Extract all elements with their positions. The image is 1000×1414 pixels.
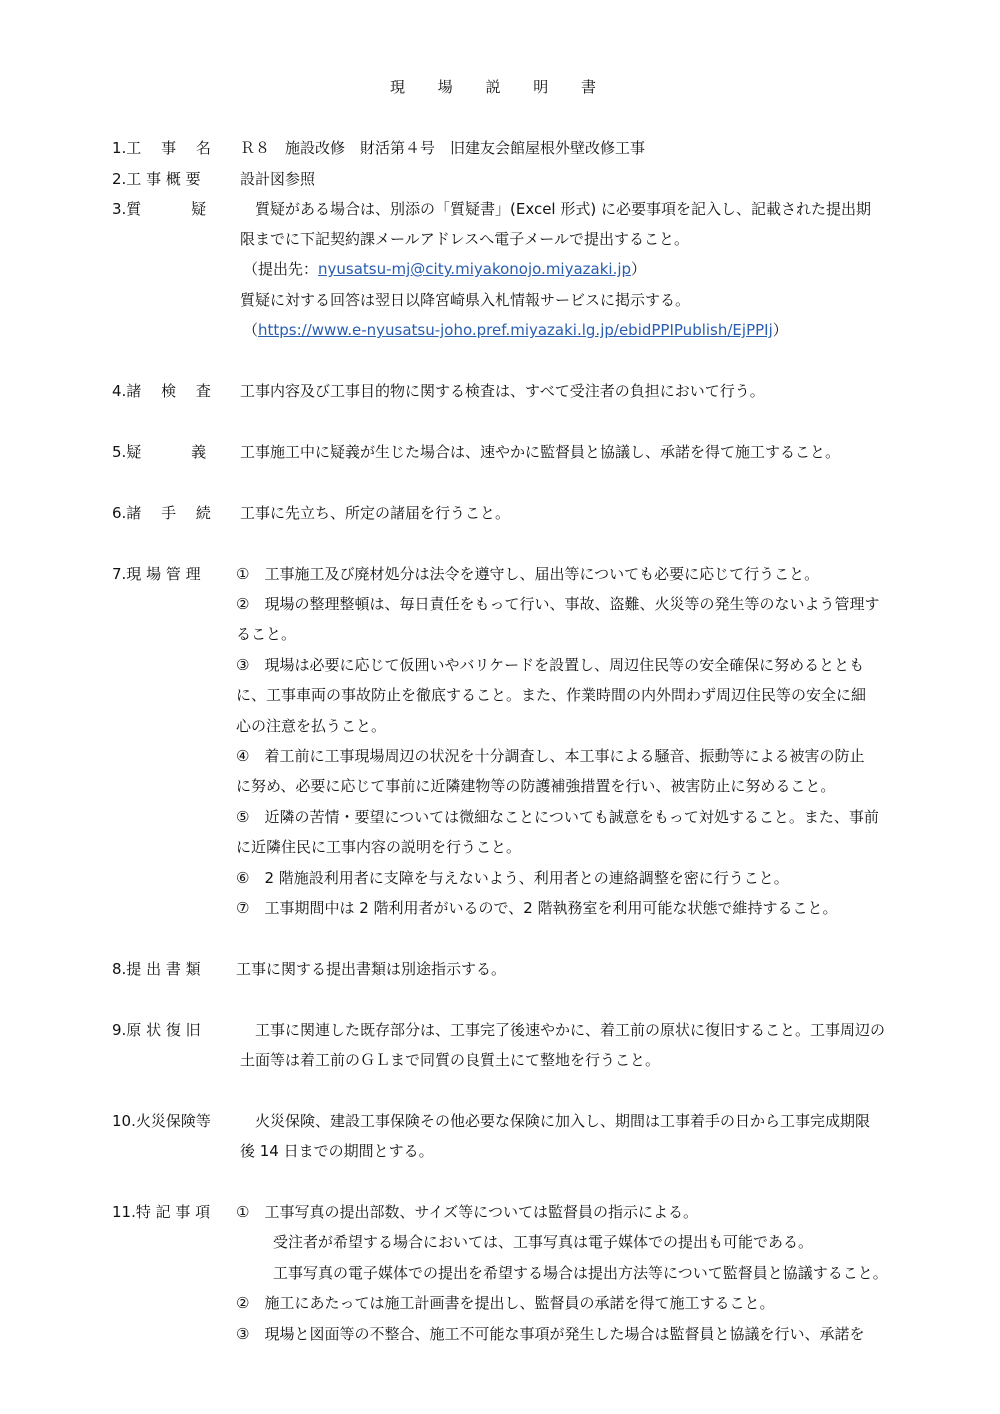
email-link[interactable]: nyusatsu-mj@city.miyakonojo.miyazaki.jp [318, 260, 632, 278]
section-7-line: 心の注意を払うこと。 [236, 717, 387, 735]
section-11-line: 受注者が希望する場合においては、工事写真は電子媒体での提出も可能である。 [273, 1233, 814, 1251]
section-3-line-1: 質疑がある場合は、別添の「質疑書」(Excel 形式) に必要事項を記入し、記載された提出期 [240, 200, 871, 218]
section-10-label: 10.火災保険等 [112, 1112, 211, 1130]
section-3-label: 3.質 疑 [112, 200, 207, 218]
section-11-label: 11.特 記 事 項 [112, 1203, 211, 1221]
section-7-line: ④ 着工前に工事現場周辺の状況を十分調査し、本工事による騒音、振動等による被害の防止 [236, 747, 865, 765]
section-1-text: Ｒ８ 施設改修 財活第４号 旧建友会館屋根外壁改修工事 [240, 139, 646, 157]
section-11-line: ③ 現場と図面等の不整合、施工不可能な事項が発生した場合は監督員と協議を行い、承諾を [236, 1325, 865, 1343]
section-3-line-4: 質疑に対する回答は翌日以降宮崎県入札情報サービスに掲示する。 [240, 291, 691, 309]
url-prefix: （ [243, 321, 259, 339]
section-11-line: 工事写真の電子媒体での提出を希望する場合は提出方法等について監督員と協議すること。 [273, 1264, 888, 1282]
section-9-line-2: 土面等は着工前のＧＬまで同質の良質土にて整地を行うこと。 [240, 1051, 661, 1069]
section-7-line: ③ 現場は必要に応じて仮囲いやバリケードを設置し、周辺住民等の安全確保に努めるととも [236, 656, 865, 674]
section-2-label: 2.工 事 概 要 [112, 170, 201, 188]
section-7-line: ① 工事施工及び廃材処分は法令を遵守し、届出等についても必要に応じて行うこと。 [236, 565, 820, 583]
section-7-line: に近隣住民に工事内容の説明を行うこと。 [236, 838, 522, 856]
section-9-line-1: 工事に関連した既存部分は、工事完了後速やかに、着工前の原状に復旧すること。工事周辺の [240, 1021, 886, 1039]
section-5-text: 工事施工中に疑義が生じた場合は、速やかに監督員と協議し、承諾を得て施工すること。 [240, 443, 841, 461]
section-5-label: 5.疑 義 [112, 443, 207, 461]
section-7-line: ⑥ 2 階施設利用者に支障を与えないよう、利用者との連絡調整を密に行うこと。 [236, 869, 789, 887]
section-7-line: ること。 [236, 625, 297, 643]
email-prefix: （提出先： [243, 260, 319, 278]
section-10-line-2: 後 14 日までの期間とする。 [240, 1142, 434, 1160]
url-link[interactable]: https://www.e-nyusatsu-joho.pref.miyazaki.lg.jp/ebidPPIPublish/EjPPIj [258, 321, 773, 339]
url-suffix: ） [772, 321, 788, 339]
section-6-label: 6.諸 手 続 [112, 504, 211, 522]
section-7-line: ⑦ 工事期間中は 2 階利用者がいるので、2 階執務室を利用可能な状態で維持すること。 [236, 899, 838, 917]
section-3-url-line [243, 320, 788, 340]
section-7-line: ⑤ 近隣の苦情・要望については微細なことについても誠意をもって対処すること。また、事前 [236, 808, 879, 826]
section-8-label: 8.提 出 書 類 [112, 960, 201, 978]
email-suffix: ） [631, 260, 647, 278]
section-8-text: 工事に関する提出書類は別途指示する。 [236, 960, 507, 978]
section-6-text: 工事に先立ち、所定の諸届を行うこと。 [240, 504, 511, 522]
section-11-line: ① 工事写真の提出部数、サイズ等については監督員の指示による。 [236, 1203, 698, 1221]
section-7-line: ② 現場の整理整頓は、毎日責任をもって行い、事故、盗難、火災等の発生等のないよう管理す [236, 595, 880, 613]
section-3-email-line [243, 259, 646, 279]
section-7-label: 7.現 場 管 理 [112, 565, 201, 583]
section-1-label: 1.工 事 名 [112, 139, 211, 157]
section-4-text: 工事内容及び工事目的物に関する検査は、すべて受注者の負担において行う。 [240, 382, 765, 400]
section-3-line-2: 限までに下記契約課メールアドレスへ電子メールで提出すること。 [240, 230, 689, 248]
section-9-label: 9.原 状 復 旧 [112, 1021, 201, 1039]
section-2-text: 設計図参照 [240, 170, 316, 188]
document-title: 現 場 説 明 書 [389, 78, 611, 96]
section-11-line: ② 施工にあたっては施工計画書を提出し、監督員の承諾を得て施工すること。 [236, 1294, 775, 1312]
section-7-line: に、工事車両の事故防止を徹底すること。また、作業時間の内外問わず周辺住民等の安全に細 [236, 686, 867, 704]
section-4-label: 4.諸 検 査 [112, 382, 211, 400]
section-10-line-1: 火災保険、建設工事保険その他必要な保険に加入し、期間は工事着手の日から工事完成期限 [240, 1112, 871, 1130]
section-7-line: に努め、必要に応じて事前に近隣建物等の防護補強措置を行い、被害防止に努めること。 [236, 777, 836, 795]
